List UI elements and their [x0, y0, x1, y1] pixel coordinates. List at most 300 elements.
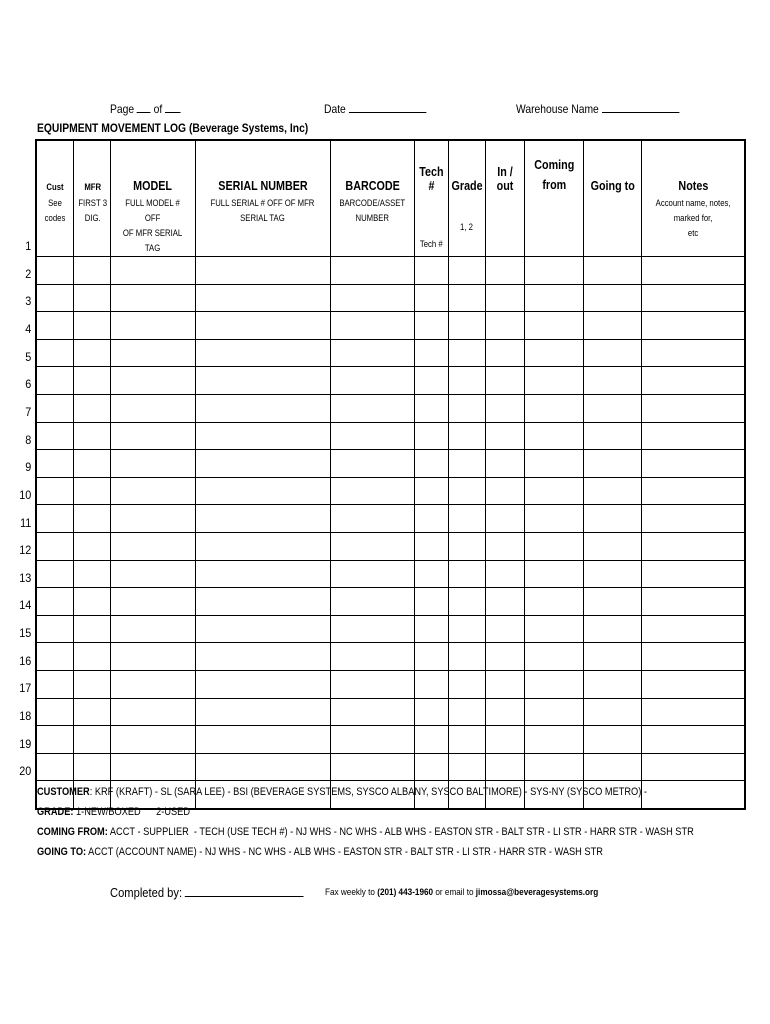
cell-barcode[interactable] — [330, 477, 414, 505]
fax-instructions — [325, 887, 598, 898]
cell-going-to[interactable] — [584, 615, 641, 643]
col-grade-header: Grade — [448, 140, 485, 196]
cell-grade[interactable] — [448, 615, 485, 643]
col-tech-header: Tech # — [415, 140, 449, 196]
cell-mfr[interactable] — [74, 726, 111, 754]
fax-middle: or email to — [433, 887, 476, 898]
cell-inout[interactable] — [485, 312, 524, 340]
cell-notes[interactable] — [641, 560, 745, 588]
col-notes-instructions: Account name, notes, marked for, etc — [641, 196, 745, 257]
warehouse-blank[interactable] — [602, 112, 679, 113]
cell-serial[interactable] — [195, 753, 330, 781]
cell-serial[interactable] — [195, 339, 330, 367]
cell-grade[interactable] — [448, 312, 485, 340]
cell-tech[interactable] — [415, 643, 449, 671]
cell-mfr[interactable] — [74, 670, 111, 698]
cell-mfr[interactable] — [74, 588, 111, 616]
cell-serial[interactable] — [195, 284, 330, 312]
legend-customer-text: : KRF (KRAFT) - SL (SARA LEE) - BSI (BEVERAGE SYSTEMS, SYSCO ALBANY, SYSCO BALTIMORE) - SYS-NY (SYSCO METRO) - — [89, 786, 647, 798]
row-number: 3 — [25, 294, 32, 309]
cell-barcode[interactable] — [330, 698, 414, 726]
cell-notes[interactable] — [641, 753, 745, 781]
cell-inout[interactable] — [485, 643, 524, 671]
cell-serial[interactable] — [195, 505, 330, 533]
legend-coming-label: COMING FROM: — [37, 826, 108, 838]
cell-model[interactable] — [111, 560, 195, 588]
col-coming-from-instructions — [524, 196, 584, 257]
cell-inout[interactable] — [485, 367, 524, 395]
cell-coming-from[interactable] — [524, 367, 584, 395]
cell-cust[interactable] — [36, 422, 74, 450]
completed-by-blank[interactable] — [185, 896, 304, 897]
cell-grade[interactable] — [448, 753, 485, 781]
cell-barcode[interactable] — [330, 422, 414, 450]
cell-cust[interactable] — [36, 450, 74, 478]
cell-mfr[interactable] — [74, 450, 111, 478]
cell-cust[interactable] — [36, 532, 74, 560]
cell-notes[interactable] — [641, 698, 745, 726]
table-row — [36, 532, 745, 560]
cell-going-to[interactable] — [584, 698, 641, 726]
cell-mfr[interactable] — [74, 643, 111, 671]
cell-notes[interactable] — [641, 726, 745, 754]
cell-coming-from[interactable] — [524, 394, 584, 422]
cell-going-to[interactable] — [584, 560, 641, 588]
cell-tech[interactable] — [415, 532, 449, 560]
cell-notes[interactable] — [641, 670, 745, 698]
cell-model[interactable] — [111, 726, 195, 754]
cell-coming-from[interactable] — [524, 312, 584, 340]
fax-number: (201) 443-1960 — [377, 887, 434, 898]
cell-cust[interactable] — [36, 257, 74, 285]
cell-tech[interactable] — [415, 726, 449, 754]
cell-tech[interactable] — [415, 560, 449, 588]
cell-coming-from[interactable] — [524, 477, 584, 505]
cell-going-to[interactable] — [584, 394, 641, 422]
page-number-field — [110, 102, 181, 116]
row-number: 14 — [19, 598, 32, 613]
row-number: 15 — [19, 626, 32, 641]
cell-notes[interactable] — [641, 505, 745, 533]
cell-coming-from[interactable] — [524, 505, 584, 533]
cell-model[interactable] — [111, 339, 195, 367]
cell-barcode[interactable] — [330, 670, 414, 698]
legend-grade-text: 1-NEW/BOXED 2-USED — [73, 806, 190, 818]
col-cust-header: Cust — [36, 140, 74, 196]
cell-barcode[interactable] — [330, 643, 414, 671]
completed-by-label: Completed by: — [110, 885, 183, 900]
cell-cust[interactable] — [36, 505, 74, 533]
cell-serial[interactable] — [195, 422, 330, 450]
cell-notes[interactable] — [641, 615, 745, 643]
cell-grade[interactable] — [448, 257, 485, 285]
col-going-to-header: Going to — [584, 140, 641, 196]
cell-going-to[interactable] — [584, 257, 641, 285]
row-number: 11 — [20, 515, 32, 530]
row-number: 4 — [25, 321, 32, 336]
page-label: Page — [110, 102, 135, 116]
cell-tech[interactable] — [415, 670, 449, 698]
cell-tech[interactable] — [415, 615, 449, 643]
cell-going-to[interactable] — [584, 726, 641, 754]
legend-coming-text-b: - TECH (USE TECH #) - NJ WHS - NC WHS - ALB WHS - EASTON STR - BALT STR - LI STR - HARR STR - WASH STR — [193, 826, 694, 838]
cell-grade[interactable] — [448, 367, 485, 395]
table-row — [36, 477, 745, 505]
cell-coming-from[interactable] — [524, 670, 584, 698]
table-row — [36, 367, 745, 395]
cell-inout[interactable] — [485, 670, 524, 698]
cell-going-to[interactable] — [584, 588, 641, 616]
row-number: 18 — [19, 709, 32, 724]
col-grade-instructions: 1, 2 — [448, 196, 485, 257]
table-header-row — [36, 140, 745, 196]
cell-serial[interactable] — [195, 643, 330, 671]
legend-customer — [37, 786, 647, 798]
col-serial-header: SERIAL NUMBER — [195, 140, 330, 196]
cell-model[interactable] — [111, 394, 195, 422]
table-row — [36, 312, 745, 340]
cell-model[interactable] — [111, 588, 195, 616]
cell-model[interactable] — [111, 422, 195, 450]
cell-mfr[interactable] — [74, 284, 111, 312]
legend-going-label: GOING TO: — [37, 846, 87, 858]
col-serial-instructions: FULL SERIAL # OFF OF MFR SERIAL TAG — [195, 196, 330, 257]
cell-inout[interactable] — [485, 284, 524, 312]
cell-model[interactable] — [111, 257, 195, 285]
cell-going-to[interactable] — [584, 670, 641, 698]
cell-cust[interactable] — [36, 367, 74, 395]
legend-coming-from — [37, 826, 694, 838]
legend-grade-label: GRADE: — [37, 806, 74, 818]
cell-mfr[interactable] — [74, 477, 111, 505]
row-number: 13 — [19, 570, 32, 585]
cell-serial[interactable] — [195, 477, 330, 505]
cell-grade[interactable] — [448, 726, 485, 754]
cell-grade[interactable] — [448, 284, 485, 312]
cell-cust[interactable] — [36, 339, 74, 367]
row-number: 16 — [19, 653, 32, 668]
cell-mfr[interactable] — [74, 367, 111, 395]
table-row — [36, 670, 745, 698]
cell-barcode[interactable] — [330, 339, 414, 367]
cell-cust[interactable] — [36, 588, 74, 616]
row-number: 19 — [19, 736, 32, 751]
warehouse-label: Warehouse Name — [516, 102, 599, 116]
cell-going-to[interactable] — [584, 367, 641, 395]
col-tech-instructions: Tech # — [415, 196, 449, 257]
cell-going-to[interactable] — [584, 505, 641, 533]
col-model-header: MODEL — [111, 140, 195, 196]
col-going-to-instructions — [584, 196, 641, 257]
table-row — [36, 560, 745, 588]
cell-coming-from[interactable] — [524, 450, 584, 478]
cell-barcode[interactable] — [330, 394, 414, 422]
cell-tech[interactable] — [415, 422, 449, 450]
cell-serial[interactable] — [195, 670, 330, 698]
legend-customer-label: CUSTOMER — [37, 786, 90, 798]
cell-serial[interactable] — [195, 615, 330, 643]
col-barcode-header: BARCODE — [330, 140, 414, 196]
cell-coming-from[interactable] — [524, 339, 584, 367]
cell-inout[interactable] — [485, 477, 524, 505]
row-number: 8 — [25, 432, 32, 447]
table-row — [36, 643, 745, 671]
cell-going-to[interactable] — [584, 532, 641, 560]
cell-tech[interactable] — [415, 367, 449, 395]
cell-serial[interactable] — [195, 588, 330, 616]
cell-inout[interactable] — [485, 726, 524, 754]
cell-tech[interactable] — [415, 394, 449, 422]
cell-grade[interactable] — [448, 477, 485, 505]
cell-grade[interactable] — [448, 505, 485, 533]
cell-going-to[interactable] — [584, 477, 641, 505]
table-row — [36, 615, 745, 643]
cell-tech[interactable] — [415, 284, 449, 312]
cell-coming-from[interactable] — [524, 588, 584, 616]
cell-notes[interactable] — [641, 257, 745, 285]
cell-barcode[interactable] — [330, 726, 414, 754]
cell-model[interactable] — [111, 505, 195, 533]
col-mfr-header: MFR — [74, 140, 111, 196]
cell-cust[interactable] — [36, 615, 74, 643]
cell-model[interactable] — [111, 532, 195, 560]
col-inout-header: In / out — [485, 140, 524, 196]
cell-cust[interactable] — [36, 726, 74, 754]
cell-barcode[interactable] — [330, 615, 414, 643]
cell-grade[interactable] — [448, 422, 485, 450]
row-number: 5 — [25, 349, 32, 364]
cell-model[interactable] — [111, 477, 195, 505]
cell-barcode[interactable] — [330, 367, 414, 395]
cell-serial[interactable] — [195, 726, 330, 754]
cell-notes[interactable] — [641, 781, 745, 809]
cell-barcode[interactable] — [330, 284, 414, 312]
col-mfr-instructions: FIRST 3 DIG. — [74, 196, 111, 257]
email-address[interactable]: jimossa@beveragesystems.org — [475, 887, 599, 898]
cell-barcode[interactable] — [330, 753, 414, 781]
cell-grade[interactable] — [448, 339, 485, 367]
col-coming-from-header: Coming from — [524, 140, 584, 196]
cell-tech[interactable] — [415, 588, 449, 616]
cell-notes[interactable] — [641, 394, 745, 422]
cell-going-to[interactable] — [584, 339, 641, 367]
cell-serial[interactable] — [195, 312, 330, 340]
cell-inout[interactable] — [485, 753, 524, 781]
cell-inout[interactable] — [485, 257, 524, 285]
row-number: 7 — [25, 404, 32, 419]
cell-model[interactable] — [111, 367, 195, 395]
table-row — [36, 422, 745, 450]
cell-model[interactable] — [111, 615, 195, 643]
cell-going-to[interactable] — [584, 284, 641, 312]
cell-mfr[interactable] — [74, 753, 111, 781]
row-number: 10 — [19, 487, 32, 502]
cell-model[interactable] — [111, 643, 195, 671]
row-number: 17 — [19, 681, 32, 696]
cell-model[interactable] — [111, 753, 195, 781]
cell-serial[interactable] — [195, 257, 330, 285]
cell-cust[interactable] — [36, 698, 74, 726]
cell-grade[interactable] — [448, 670, 485, 698]
cell-notes[interactable] — [641, 532, 745, 560]
cell-serial[interactable] — [195, 560, 330, 588]
cell-notes[interactable] — [641, 422, 745, 450]
cell-barcode[interactable] — [330, 505, 414, 533]
cell-coming-from[interactable] — [524, 532, 584, 560]
cell-serial[interactable] — [195, 367, 330, 395]
cell-cust[interactable] — [36, 312, 74, 340]
cell-cust[interactable] — [36, 643, 74, 671]
cell-inout[interactable] — [485, 505, 524, 533]
table-row — [36, 753, 745, 781]
cell-mfr[interactable] — [74, 312, 111, 340]
cell-inout[interactable] — [485, 339, 524, 367]
row-number: 12 — [19, 543, 32, 558]
row-number: 9 — [25, 460, 32, 475]
cell-coming-from[interactable] — [524, 698, 584, 726]
cell-barcode[interactable] — [330, 257, 414, 285]
cell-tech[interactable] — [415, 477, 449, 505]
cell-serial[interactable] — [195, 450, 330, 478]
cell-barcode[interactable] — [330, 312, 414, 340]
cell-barcode[interactable] — [330, 560, 414, 588]
cell-grade[interactable] — [448, 643, 485, 671]
cell-inout[interactable] — [485, 532, 524, 560]
cell-going-to[interactable] — [584, 312, 641, 340]
cell-inout[interactable] — [485, 615, 524, 643]
cell-barcode[interactable] — [330, 450, 414, 478]
cell-notes[interactable] — [641, 477, 745, 505]
cell-inout[interactable] — [485, 698, 524, 726]
cell-notes[interactable] — [641, 588, 745, 616]
cell-mfr[interactable] — [74, 560, 111, 588]
table-subheader-row — [36, 196, 745, 257]
col-barcode-instructions: BARCODE/ASSET NUMBER — [330, 196, 414, 257]
cell-coming-from[interactable] — [524, 422, 584, 450]
cell-model[interactable] — [111, 670, 195, 698]
table-row — [36, 450, 745, 478]
page-total-blank[interactable] — [165, 112, 180, 113]
cell-barcode[interactable] — [330, 532, 414, 560]
cell-grade[interactable] — [448, 560, 485, 588]
cell-notes[interactable] — [641, 450, 745, 478]
cell-mfr[interactable] — [74, 505, 111, 533]
cell-cust[interactable] — [36, 477, 74, 505]
cell-mfr[interactable] — [74, 422, 111, 450]
fax-prefix: Fax weekly to — [325, 887, 378, 898]
row-number: 1 — [25, 239, 32, 253]
table-row — [36, 698, 745, 726]
completed-by-field — [110, 885, 304, 900]
cell-coming-from[interactable] — [524, 726, 584, 754]
date-field — [324, 102, 426, 116]
cell-notes[interactable] — [641, 284, 745, 312]
cell-going-to[interactable] — [584, 450, 641, 478]
cell-mfr[interactable] — [74, 532, 111, 560]
cell-inout[interactable] — [485, 588, 524, 616]
cell-coming-from[interactable] — [524, 615, 584, 643]
cell-coming-from[interactable] — [524, 560, 584, 588]
cell-notes[interactable] — [641, 339, 745, 367]
cell-notes[interactable] — [641, 643, 745, 671]
of-label: of — [153, 102, 163, 116]
cell-mfr[interactable] — [74, 339, 111, 367]
date-blank[interactable] — [349, 112, 426, 113]
cell-notes[interactable] — [641, 367, 745, 395]
table-row — [36, 588, 745, 616]
legend-going-text: ACCT (ACCOUNT NAME) - NJ WHS - NC WHS - ALB WHS - EASTON STR - BALT STR - LI STR - HARR STR - WASH STR — [86, 846, 603, 858]
cell-model[interactable] — [111, 284, 195, 312]
cell-mfr[interactable] — [74, 698, 111, 726]
cell-inout[interactable] — [485, 450, 524, 478]
cell-cust[interactable] — [36, 394, 74, 422]
table-row — [36, 394, 745, 422]
cell-going-to[interactable] — [584, 643, 641, 671]
cell-cust[interactable] — [36, 284, 74, 312]
cell-mfr[interactable] — [74, 615, 111, 643]
cell-tech[interactable] — [415, 450, 449, 478]
cell-inout[interactable] — [485, 394, 524, 422]
cell-model[interactable] — [111, 312, 195, 340]
col-inout-instructions — [485, 196, 524, 257]
cell-inout[interactable] — [485, 422, 524, 450]
cell-grade[interactable] — [448, 588, 485, 616]
cell-model[interactable] — [111, 450, 195, 478]
cell-serial[interactable] — [195, 698, 330, 726]
cell-mfr[interactable] — [74, 257, 111, 285]
table-row — [36, 726, 745, 754]
table-row — [36, 257, 745, 285]
cell-going-to[interactable] — [584, 753, 641, 781]
cell-serial[interactable] — [195, 394, 330, 422]
cell-cust[interactable] — [36, 670, 74, 698]
cell-tech[interactable] — [415, 505, 449, 533]
cell-model[interactable] — [111, 698, 195, 726]
cell-coming-from[interactable] — [524, 753, 584, 781]
cell-grade[interactable] — [448, 698, 485, 726]
cell-cust[interactable] — [36, 560, 74, 588]
cell-tech[interactable] — [415, 698, 449, 726]
cell-tech[interactable] — [415, 339, 449, 367]
cell-tech[interactable] — [415, 312, 449, 340]
col-model-instructions: FULL MODEL # OFF OF MFR SERIAL TAG — [111, 196, 195, 257]
cell-barcode[interactable] — [330, 588, 414, 616]
row-number: 6 — [25, 377, 32, 392]
page-number-blank[interactable] — [137, 112, 151, 113]
cell-coming-from[interactable] — [524, 257, 584, 285]
cell-serial[interactable] — [195, 532, 330, 560]
warehouse-field — [516, 102, 679, 116]
cell-grade[interactable] — [448, 394, 485, 422]
cell-grade[interactable] — [448, 532, 485, 560]
table-row — [36, 339, 745, 367]
cell-cust[interactable] — [36, 753, 74, 781]
row-number: 20 — [19, 764, 32, 779]
cell-coming-from[interactable] — [524, 284, 584, 312]
date-label: Date — [324, 102, 346, 116]
cell-tech[interactable] — [415, 257, 449, 285]
col-notes-header: Notes — [641, 140, 745, 196]
cell-going-to[interactable] — [584, 422, 641, 450]
cell-mfr[interactable] — [74, 394, 111, 422]
cell-tech[interactable] — [415, 753, 449, 781]
col-cust-instructions: See codes — [36, 196, 74, 257]
cell-notes[interactable] — [641, 312, 745, 340]
cell-inout[interactable] — [485, 560, 524, 588]
cell-coming-from[interactable] — [524, 643, 584, 671]
page-title: EQUIPMENT MOVEMENT LOG (Beverage Systems, Inc) — [37, 121, 309, 135]
cell-grade[interactable] — [448, 450, 485, 478]
